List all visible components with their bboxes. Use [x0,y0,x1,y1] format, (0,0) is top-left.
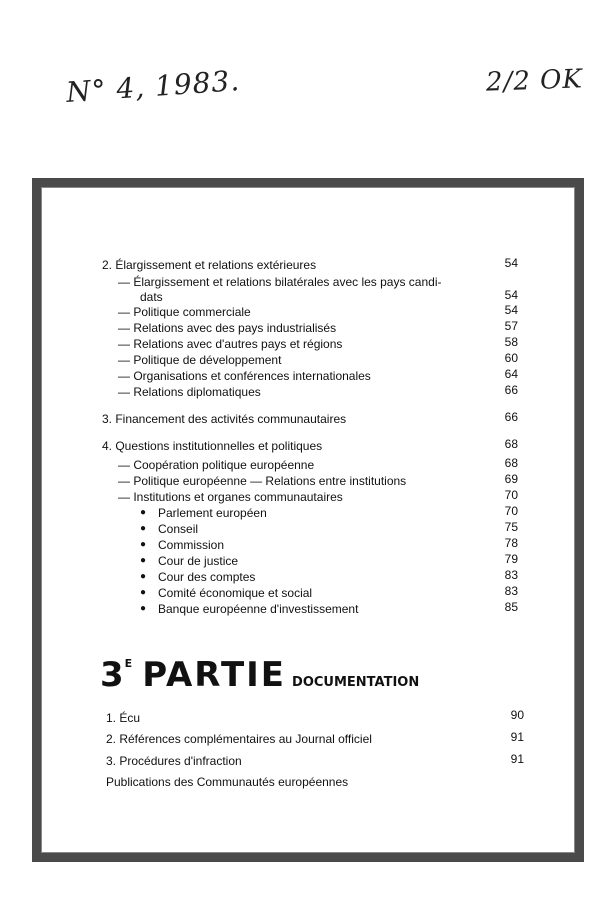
toc-page: 57 [504,319,518,333]
part-numeral: 3 [100,655,125,695]
handwritten-issue-note: N° 4, 1983. [65,63,242,110]
bullet-icon: ● [140,555,147,566]
toc-institution: Parlement européen [158,506,267,520]
toc-page: 68 [504,437,518,451]
bullet-icon: ● [140,587,147,598]
toc-subitem: — Politique commerciale [118,305,251,319]
toc-doc-item: 1. Écu [106,711,141,725]
toc-page: 83 [504,584,518,598]
toc-institution: Conseil [158,522,199,536]
toc-subitem: — Institutions et organes communautaires [118,490,343,504]
toc-page: 90 [510,708,524,722]
part-word: PARTIE [142,655,287,695]
toc-page: 64 [504,367,518,381]
toc-subitem: — Relations avec d'autres pays et régions [118,337,343,351]
toc-page: 69 [504,472,518,486]
toc-page: 91 [510,752,524,766]
toc-institution: Cour des comptes [158,570,256,584]
toc-publications: Publications des Communautés européennes [106,775,349,789]
toc-doc-item: 3. Procédures d'infraction [106,754,242,768]
toc-subitem-continuation: dats [140,290,163,304]
toc-page: 68 [504,456,518,470]
toc-institution: Commission [158,538,225,552]
bullet-icon: ● [140,539,147,550]
part-3-heading [100,655,419,695]
toc-page: 54 [504,256,518,270]
toc-subitem: — Relations avec des pays industrialisés [118,321,337,335]
toc-page: 85 [504,600,518,614]
toc-page: 54 [504,288,518,302]
toc-subitem: — Politique européenne — Relations entre institutions [118,474,407,488]
toc-page: 78 [504,536,518,550]
toc-page: 66 [504,410,518,424]
bullet-icon: ● [140,523,147,534]
toc-doc-item: 2. Références complémentaires au Journal officiel [106,732,372,746]
toc-institution: Cour de justice [158,554,239,568]
toc-page: 79 [504,552,518,566]
toc-section-4: 4. Questions institutionnelles et politiques [102,439,323,453]
toc-page: 54 [504,303,518,317]
toc-page: 70 [504,488,518,502]
toc-subitem: — Politique de développement [118,353,282,367]
toc-page: 66 [504,383,518,397]
toc-institution: Banque européenne d'investissement [158,602,359,616]
toc-page: 58 [504,335,518,349]
part-subtitle: DOCUMENTATION [292,675,420,690]
toc-subitem: — Élargissement et relations bilatérales avec les pays candi- [118,275,442,289]
toc-subitem: — Relations diplomatiques [118,385,261,399]
toc-page: 91 [510,730,524,744]
handwritten-check-note: 2/2 OK [485,64,584,98]
bullet-icon: ● [140,507,147,518]
bullet-icon: ● [140,571,147,582]
bullet-icon: ● [140,603,147,614]
toc-section-3: 3. Financement des activités communautaires [102,412,347,426]
toc-section-2: 2. Élargissement et relations extérieures [102,258,317,272]
toc-subitem: — Organisations et conférences internationales [118,369,371,383]
toc-page: 83 [504,568,518,582]
toc-page: 60 [504,351,518,365]
toc-page: 75 [504,520,518,534]
toc-subitem: — Coopération politique européenne [118,458,315,472]
toc-institution: Comité économique et social [158,586,313,600]
part-numeral-suffix: E [124,657,133,670]
toc-page: 70 [504,504,518,518]
